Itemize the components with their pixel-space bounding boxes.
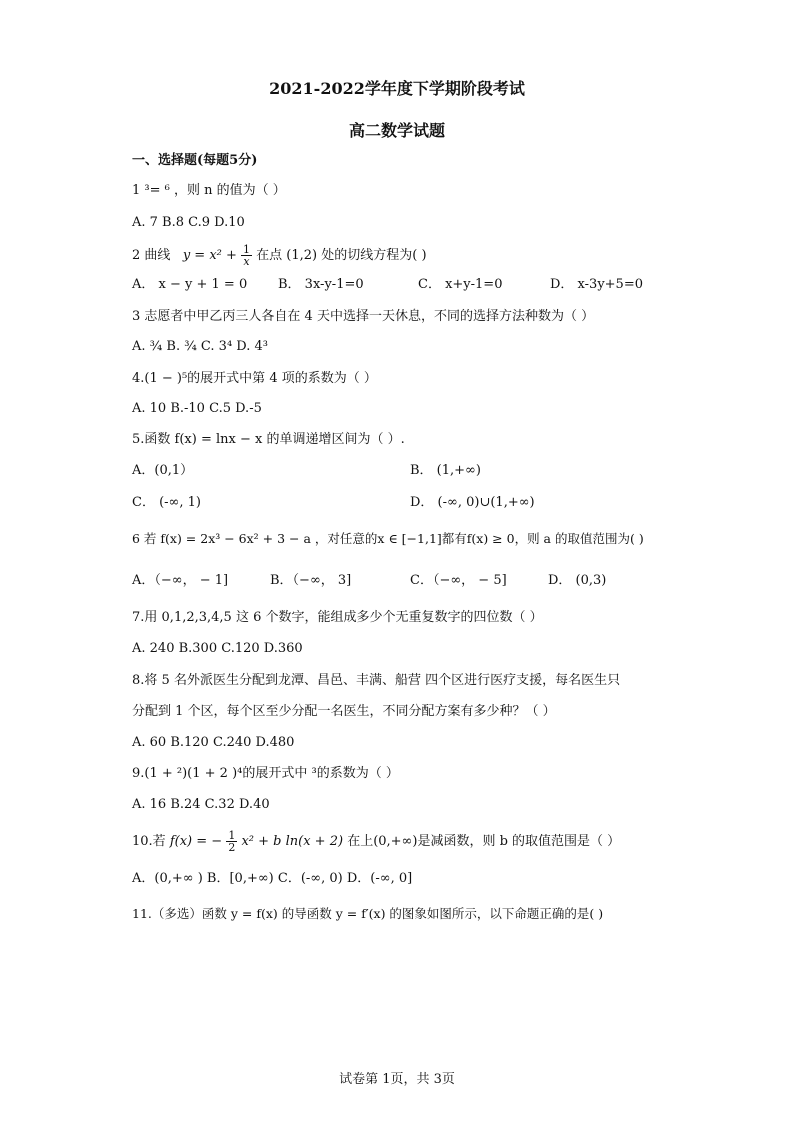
question-7-options: A. 240 B.300 C.120 D.360 (132, 641, 303, 656)
question-8-stem-line1: 8.将 5 名外派医生分配到龙潭、昌邑、丰满、船营 四个区进行医疗支援，每名医生只 (132, 673, 621, 688)
question-10-fraction: $\frac{1}{2}$ (228, 829, 236, 854)
question-10-formula-b: x² + b ln(x + 2) (241, 834, 344, 849)
question-7-stem: 7.用 0,1,2,3,4,5 这 6 个数字，能组成多少个无重复数字的四位数（ ） (132, 610, 543, 625)
question-10-stem (132, 830, 620, 853)
question-11-stem: 11.（多选）函数 y = f(x) 的导函数 y = f′(x) 的图象如图所示，以下命题正确的是( ) (132, 906, 604, 921)
question-6-stem: 6 若 f(x) = 2x³ − 6x² + 3 − a ，对任意的x ∈ [−1,1]都有f(x) ≥ 0，则 a 的取值范围为( ) (132, 531, 644, 546)
question-10-formula-a: f(x) = − (169, 834, 223, 849)
question-9-options: A. 16 B.24 C.32 D.40 (132, 797, 270, 812)
question-8-stem-line2: 分配到 1 个区，每个区至少分配一名医生，不同分配方案有多少种？（ ） (132, 704, 556, 719)
section-heading: 一、选择题(每题5分) (132, 153, 258, 168)
question-5-stem: 5.函数 f(x) = lnx − x 的单调递增区间为（ ）. (132, 432, 405, 447)
question-3-stem: 3 志愿者中甲乙丙三人各自在 4 天中选择一天休息，不同的选择方法种数为（ ） (132, 309, 595, 324)
question-2-option-d: D． x-3y+5=0 (550, 277, 643, 292)
exam-subtitle: 高二数学试题 (348, 121, 445, 140)
question-10-options: A．(0,+∞ ) B．[0,+∞) C．(-∞, 0) D．(-∞, 0] (132, 871, 413, 886)
question-8-options: A. 60 B.120 C.240 D.480 (132, 735, 295, 750)
question-6-option-b: B．（−∞， 3] (270, 573, 352, 588)
question-6-option-d: D． (0,3) (548, 573, 607, 588)
question-10-suffix: 在上(0,+∞)是减函数，则 b 的取值范围是（ ） (347, 834, 621, 849)
question-4-options: A. 10 B.-10 C.5 D.-5 (132, 401, 262, 416)
question-4-stem: 4.(1 − )⁵的展开式中第 4 项的系数为（ ） (132, 371, 377, 386)
question-10-prefix: 10.若 (132, 834, 166, 849)
question-2-option-a: A． x − y + 1 = 0 (132, 277, 248, 292)
question-2-stem (132, 244, 427, 267)
question-5-option-d: D． (-∞, 0)∪(1,+∞) (410, 495, 535, 510)
question-5-option-c: C． (-∞, 1) (132, 495, 201, 510)
question-2-option-b: B． 3x-y-1=0 (278, 277, 364, 292)
question-5-option-b: B． (1,+∞) (410, 463, 481, 478)
question-1-stem: 1 ³= ⁶ ，则 n 的值为（ ） (132, 183, 286, 198)
question-6-option-c: C．（−∞， − 5] (410, 573, 507, 588)
question-2-suffix: 在点 (1,2) 处的切线方程为( ) (256, 248, 427, 263)
question-2-fraction: $\frac{1}{x}$ (243, 243, 251, 268)
question-3-options: A. ¾ B. ¾ C. 3⁴ D. 4³ (132, 339, 269, 354)
question-2-option-c: C． x+y-1=0 (418, 277, 503, 292)
question-6-option-a: A．（−∞， − 1] (132, 573, 229, 588)
question-2-prefix: 2 曲线 (132, 248, 171, 263)
page-footer: 试卷第 1页，共 3页 (339, 1072, 455, 1087)
exam-title: 2021-2022学年度下学期阶段考试 (269, 79, 525, 98)
question-2-formula: y = x² + (182, 248, 237, 263)
question-5-option-a: A．(0,1） (132, 463, 194, 478)
question-9-stem: 9.(1 + ²)(1 + 2 )⁴的展开式中 ³的系数为（ ） (132, 766, 399, 781)
question-1-options: A. 7 B.8 C.9 D.10 (132, 215, 245, 230)
